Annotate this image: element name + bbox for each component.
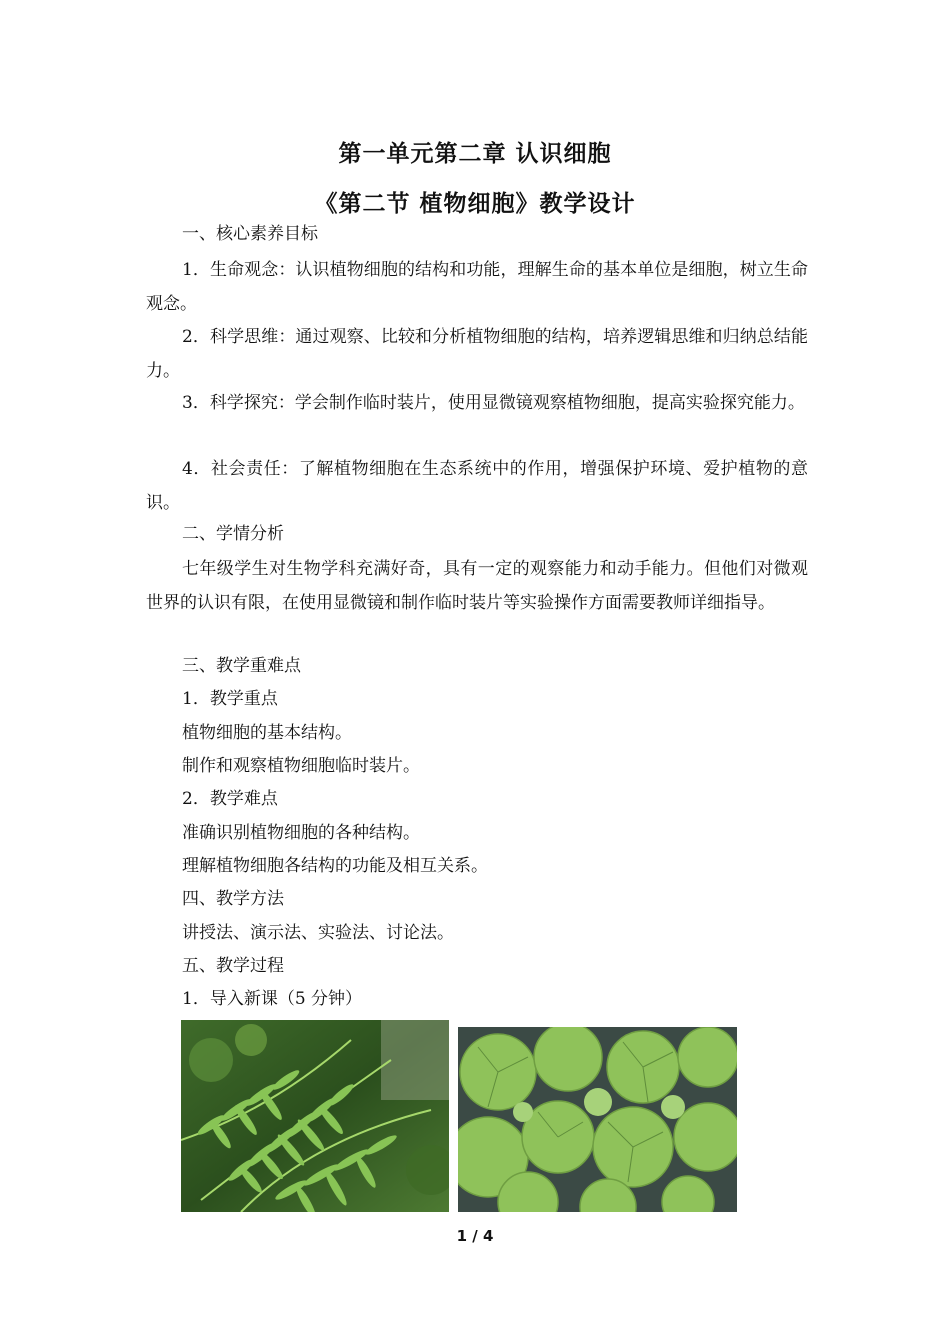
key-point-1: 植物细胞的基本结构。 [182, 723, 352, 743]
section-4-heading: 四、教学方法 [182, 889, 284, 909]
title-line-2: 《第二节 植物细胞》教学设计 [314, 191, 636, 217]
objective-2: 2．科学思维：通过观察、比较和分析植物细胞的结构，培养逻辑思维和归纳总结能力。 [146, 327, 808, 381]
objective-3: 3．科学探究：学会制作临时装片，使用显微镜观察植物细胞，提高实验探究能力。 [182, 393, 805, 413]
key-point-2: 制作和观察植物细胞临时装片。 [182, 756, 420, 776]
section-5-heading: 五、教学过程 [182, 956, 284, 976]
objective-1: 1．生命观念：认识植物细胞的结构和功能，理解生命的基本单位是细胞，树立生命观念。 [146, 260, 808, 314]
fern-photo [181, 1020, 449, 1212]
teaching-methods: 讲授法、演示法、实验法、讨论法。 [182, 923, 454, 943]
difficulty-2: 理解植物细胞各结构的功能及相互关系。 [182, 856, 488, 876]
learner-analysis: 七年级学生对生物学科充满好奇，具有一定的观察能力和动手能力。但他们对微观世界的认识有限，在使用显微镜和制作临时装片等实验操作方面需要教师详细指导。 [146, 559, 808, 613]
intro-step-heading: 1．导入新课（5 分钟） [182, 989, 363, 1009]
difficulty-1: 准确识别植物细胞的各种结构。 [182, 823, 420, 843]
objective-4: 4．社会责任：了解植物细胞在生态系统中的作用，增强保护环境、爱护植物的意识。 [146, 459, 808, 513]
page-number: 1 / 4 [456, 1227, 494, 1245]
title-line-1: 第一单元第二章 认识细胞 [338, 141, 612, 167]
key-points-heading: 1．教学重点 [182, 689, 278, 709]
section-1-heading: 一、核心素养目标 [182, 224, 318, 244]
section-3-heading: 三、教学重难点 [182, 656, 301, 676]
section-2-heading: 二、学情分析 [182, 524, 284, 544]
difficulties-heading: 2．教学难点 [182, 789, 278, 809]
water-lettuce-photo [458, 1027, 737, 1212]
